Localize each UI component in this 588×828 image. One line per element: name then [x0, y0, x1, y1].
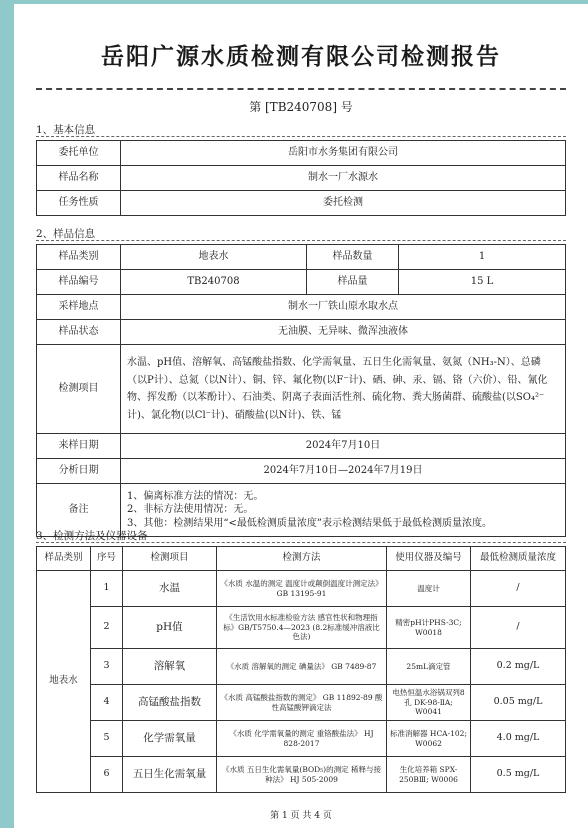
row-no: 2: [91, 607, 123, 649]
table-row: [37, 245, 566, 270]
section1-heading: 1、基本信息: [36, 124, 96, 136]
col-header: 检测方法: [217, 547, 387, 571]
section2-divider: [36, 240, 566, 241]
row-limit: /: [471, 607, 566, 649]
methods-table: [36, 546, 566, 793]
row-limit: 0.05 mg/L: [471, 685, 566, 721]
report-page: [14, 4, 588, 828]
table-row: [37, 434, 566, 459]
site-label: 采样地点: [37, 295, 121, 320]
row-method: 《水质 化学需氧量的测定 重铬酸盐法》 HJ 828-2017: [217, 721, 387, 757]
report-number: 第 [TB240708] 号: [249, 100, 353, 114]
col-header: 最低检测质量浓度: [471, 547, 566, 571]
table-row: [37, 721, 566, 757]
report-title: 岳阳广源水质检测有限公司检测报告: [101, 43, 501, 70]
row-item: 水温: [123, 571, 217, 607]
table-row: [37, 685, 566, 721]
client-label: 委托单位: [37, 141, 121, 166]
state-label: 样品状态: [37, 320, 121, 345]
sample-amount-label: 样品量: [307, 270, 399, 295]
row-instrument: 25mL滴定管: [387, 649, 471, 685]
sample-name-value: 制水一厂水源水: [121, 166, 566, 191]
sample-amount-value: 15 L: [399, 270, 566, 295]
col-header: 序号: [91, 547, 123, 571]
row-instrument: 电热恒温水浴锅双列8孔 DK-98-ⅡA; W0041: [387, 685, 471, 721]
state-value: 无油膜、无异味、微浑浊液体: [121, 320, 566, 345]
task-nature-label: 任务性质: [37, 191, 121, 216]
items-label: 检测项目: [37, 345, 121, 434]
row-instrument: 温度计: [387, 571, 471, 607]
sample-no-label: 样品编号: [37, 270, 121, 295]
row-instrument: 生化培养箱 SPX-250BⅢ; W0006: [387, 757, 471, 793]
table-row: [37, 757, 566, 793]
row-method: 《水质 溶解氧的测定 碘量法》 GB 7489-87: [217, 649, 387, 685]
table-row: [37, 270, 566, 295]
table-row: [37, 607, 566, 649]
row-no: 6: [91, 757, 123, 793]
sample-type-label: 样品类别: [37, 245, 121, 270]
section2-heading: 2、样品信息: [36, 228, 96, 240]
row-instrument: 精密pH计PHS-3C; W0018: [387, 607, 471, 649]
row-item: 高锰酸盐指数: [123, 685, 217, 721]
row-no: 4: [91, 685, 123, 721]
table-row: [37, 191, 566, 216]
row-instrument: 标准消解器 HCA-102; W0062: [387, 721, 471, 757]
col-header: 样品类别: [37, 547, 91, 571]
row-item: pH值: [123, 607, 217, 649]
row-item: 五日生化需氧量: [123, 757, 217, 793]
row-no: 3: [91, 649, 123, 685]
table-row: [37, 459, 566, 484]
table-header-row: [37, 547, 566, 571]
table-row: [37, 345, 566, 434]
site-value: 制水一厂铁山原水取水点: [121, 295, 566, 320]
client-value: 岳阳市水务集团有限公司: [121, 141, 566, 166]
sample-info-table: [36, 244, 566, 537]
row-limit: 4.0 mg/L: [471, 721, 566, 757]
row-method: 《水质 水温的测定 温度计或颠倒温度计测定法》 GB 13195-91: [217, 571, 387, 607]
section3-heading: 3、检测方法及仪器设备: [36, 530, 148, 542]
table-row: [37, 166, 566, 191]
row-no: 5: [91, 721, 123, 757]
category-cell: 地表水: [37, 571, 91, 793]
table-row: [37, 141, 566, 166]
row-method: 《水质 五日生化需氧量(BOD₅)的测定 稀释与接种法》 HJ 505-2009: [217, 757, 387, 793]
analysis-date-value: 2024年7月10日—2024年7月19日: [121, 459, 566, 484]
table-row: [37, 295, 566, 320]
row-method: 《水质 高锰酸盐指数的测定》 GB 11892-89 酸性高锰酸钾滴定法: [217, 685, 387, 721]
analysis-date-label: 分析日期: [37, 459, 121, 484]
table-row: [37, 320, 566, 345]
remark-line: 3、其他：检测结果用“<最低检测质量浓度”表示检测结果低于最低检测质量浓度。: [127, 517, 492, 529]
table-row: [37, 649, 566, 685]
table-row: [37, 571, 566, 607]
sample-no-value: TB240708: [121, 270, 307, 295]
row-limit: 0.2 mg/L: [471, 649, 566, 685]
sample-date-value: 2024年7月10日: [121, 434, 566, 459]
remark-label: 备注: [37, 484, 121, 537]
remark-value: [121, 484, 566, 537]
section1-divider: [36, 136, 566, 137]
col-header: 检测项目: [123, 547, 217, 571]
row-limit: /: [471, 571, 566, 607]
basic-info-table: [36, 140, 566, 216]
sample-type-value: 地表水: [121, 245, 307, 270]
row-item: 化学需氧量: [123, 721, 217, 757]
sample-date-label: 来样日期: [37, 434, 121, 459]
row-limit: 0.5 mg/L: [471, 757, 566, 793]
row-method: 《生活饮用水标准检验方法 感官性状和物理指标》GB/T5750.4—2023 (8.2标准缓冲溶液比色法): [217, 607, 387, 649]
remark-line: 2、非标方法使用情况：无。: [127, 504, 254, 516]
row-item: 溶解氧: [123, 649, 217, 685]
section3-divider: [36, 542, 566, 543]
page-footer: 第 1 页 共 4 页: [270, 811, 332, 821]
col-header: 使用仪器及编号: [387, 547, 471, 571]
sample-name-label: 样品名称: [37, 166, 121, 191]
remark-line: 1、偏离标准方法的情况：无。: [127, 490, 264, 502]
sample-qty-label: 样品数量: [307, 245, 399, 270]
row-no: 1: [91, 571, 123, 607]
task-nature-value: 委托检测: [121, 191, 566, 216]
sample-qty-value: 1: [399, 245, 566, 270]
items-value: 水温、pH值、溶解氧、高锰酸盐指数、化学需氧量、五日生化需氧量、氨氮（NH₃-N）、总磷（以P计）、总氮（以N计）、铜、锌、氟化物(以F⁻计)、硒、砷、汞、镉、铬（六价）、铅、氰化物、挥发酚（以苯酚计）、石油类、阴离子表面活性剂、硫化物、粪大肠菌群、硫酸盐(以SO₄²⁻计)、氯化物(以Cl⁻计)、硝酸盐(以N计)、铁、锰: [121, 345, 566, 434]
title-divider: [36, 88, 566, 90]
